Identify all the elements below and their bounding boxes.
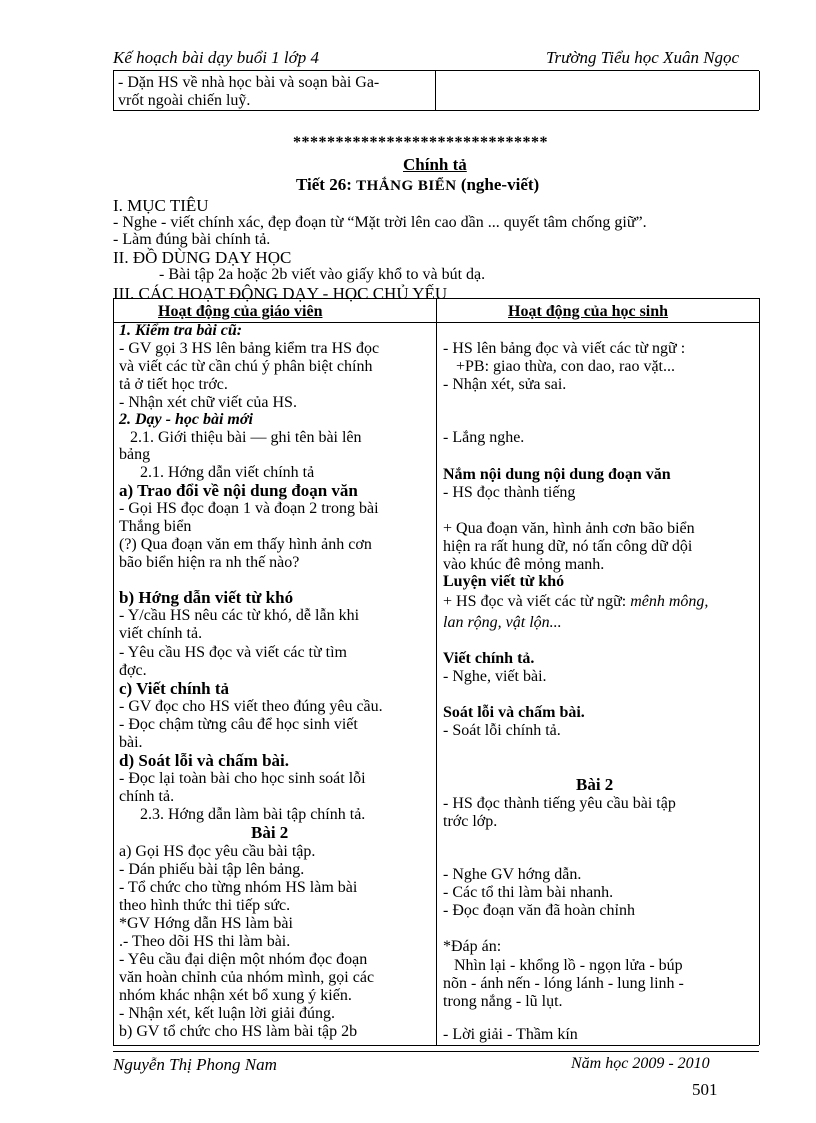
student-line: trớc lớp. <box>443 813 498 830</box>
student-line: hiện ra rất hung dữ, nó tấn công dữ dội <box>443 538 693 555</box>
objective-item: - Làm đúng bài chính tả. <box>113 231 271 248</box>
teacher-line: - Gọi HS đọc đoạn 1 và đoạn 2 trong bài <box>119 500 379 517</box>
student-line: - Nghe GV hớng dẫn. <box>443 866 582 883</box>
teacher-line: theo hình thức thi tiếp sức. <box>119 897 291 914</box>
top-table-right-border <box>759 71 760 110</box>
teacher-line: b) GV tổ chức cho HS làm bài tập 2b <box>119 1023 358 1040</box>
teacher-line: bão biển hiện ra nh thế nào? <box>119 554 300 571</box>
teacher-line: tả ở tiết học trớc. <box>119 376 228 393</box>
student-heading: Viết chính tả. <box>443 650 535 667</box>
student-heading: Bài 2 <box>576 775 614 794</box>
teacher-line: Thắng biển <box>119 518 192 535</box>
teacher-line: - Nhận xét, kết luận lời giải đúng. <box>119 1005 335 1022</box>
student-line: - Nghe, viết bài. <box>443 668 547 685</box>
student-line: - HS đọc thành tiếng <box>443 484 576 501</box>
student-line: - HS đọc thành tiếng yêu cầu bài tập <box>443 795 676 812</box>
student-line: +PB: giao thừa, con dao, rao vặt... <box>456 358 675 375</box>
student-line: - HS lên bảng đọc và viết các từ ngữ : <box>443 340 686 357</box>
student-line: *Đáp án: <box>443 938 502 955</box>
student-line: - Đọc đoạn văn đã hoàn chỉnh <box>443 902 635 919</box>
table-left-border <box>113 298 114 1045</box>
student-line: - Nhận xét, sửa sai. <box>443 376 567 393</box>
teacher-line: - Đọc lại toàn bài cho học sinh soát lỗi <box>119 770 366 787</box>
teacher-line: (?) Qua đoạn văn em thấy hình ảnh cơn <box>119 536 372 553</box>
teacher-line: bài. <box>119 734 143 751</box>
teacher-line: - Y/cầu HS nêu các từ khó, dễ lẫn khi <box>119 607 360 624</box>
student-line: - Lời giải - Thầm kín <box>443 1026 578 1043</box>
teacher-line: 2.1. Giới thiệu bài — ghi tên bài lên <box>130 429 362 446</box>
footer-author: Nguyễn Thị Phong Nam <box>113 1055 277 1074</box>
top-table-bottom-border <box>113 110 759 111</box>
teacher-line: chính tả. <box>119 788 175 805</box>
teacher-line: - Nhận xét chữ viết của HS. <box>119 394 297 411</box>
section-heading: I. MỤC TIÊU <box>113 196 209 215</box>
teacher-heading: 2. Dạy - học bài mới <box>119 411 253 428</box>
lesson-name: THẮNG BIỂN <box>356 178 457 194</box>
table-bottom-border <box>113 1045 759 1046</box>
teacher-heading: b) Hớng dẫn viết từ khó <box>119 588 294 607</box>
teacher-line: viết chính tả. <box>119 625 203 642</box>
teacher-line: - GV gọi 3 HS lên bảng kiểm tra HS đọc <box>119 340 380 357</box>
objective-item: - Nghe - viết chính xác, đẹp đoạn từ “Mặt trời lên cao dần ... quyết tâm chống giữ”. <box>113 214 647 231</box>
section-heading: III. CÁC HOẠT ĐỘNG DẠY - HỌC CHỦ YẾU <box>113 284 448 303</box>
column-header-teacher: Hoạt động của giáo viên <box>158 303 323 320</box>
teacher-line: và viết các từ cần chú ý phân biệt chính <box>119 358 373 375</box>
lesson-title <box>296 176 539 195</box>
top-table-line: vrốt ngoài chiến luỹ. <box>118 92 251 109</box>
student-heading: Soát lỗi và chấm bài. <box>443 704 585 721</box>
separator-stars: ****************************** <box>293 134 548 151</box>
student-line: + Qua đoạn văn, hình ảnh cơn bão biển <box>443 520 695 537</box>
teacher-line: *GV Hớng dẫn HS làm bài <box>119 915 293 932</box>
teacher-heading: 1. Kiểm tra bài cũ: <box>119 322 243 339</box>
top-table-divider <box>435 71 436 110</box>
materials-item: - Bài tập 2a hoặc 2b viết vào giấy khổ to và bút dạ. <box>159 266 486 283</box>
teacher-heading: a) Trao đổi về nội dung đoạn văn <box>119 481 358 500</box>
teacher-line: nhóm khác nhận xét bổ xung ý kiến. <box>119 987 352 1004</box>
teacher-line: 2.1. Hớng dẫn viết chính tả <box>140 464 315 481</box>
teacher-line: .- Theo dõi HS thi làm bài. <box>119 933 291 950</box>
student-heading: Nắm nội dung nội dung đoạn văn <box>443 466 671 483</box>
student-words: mênh mông, <box>630 593 709 610</box>
teacher-line: - Yêu cầu HS đọc và viết các từ tìm <box>119 644 347 661</box>
lesson-suffix: (nghe-viết) <box>456 175 540 194</box>
student-line: - Các tổ thi làm bài nhanh. <box>443 884 614 901</box>
subject-title: Chính tả <box>403 155 467 174</box>
teacher-line: 2.3. Hớng dẫn làm bài tập chính tả. <box>140 806 366 823</box>
header-rule <box>113 70 759 71</box>
student-line: Nhìn lại - khổng lồ - ngọn lửa - búp <box>454 957 683 974</box>
column-header-student: Hoạt động của học sinh <box>508 303 669 320</box>
teacher-line: a) Gọi HS đọc yêu cầu bài tập. <box>119 843 316 860</box>
page-number: 501 <box>692 1080 718 1099</box>
student-line: lan rộng, vật lộn... <box>443 614 562 631</box>
table-right-border <box>759 298 760 1045</box>
table-column-divider <box>436 298 437 1045</box>
footer-rule <box>113 1051 759 1052</box>
teacher-heading: d) Soát lỗi và chấm bài. <box>119 751 290 770</box>
header-right: Trường Tiểu học Xuân Ngọc <box>546 48 740 67</box>
teacher-line: - Yêu cầu đại diện một nhóm đọc đoạn <box>119 951 368 968</box>
student-words-intro: + HS đọc và viết các từ ngữ: <box>443 593 631 610</box>
teacher-line: bảng <box>119 446 151 463</box>
teacher-heading: Bài 2 <box>251 823 289 842</box>
teacher-line: - Dán phiếu bài tập lên bảng. <box>119 861 305 878</box>
lesson-prefix: Tiết 26: <box>296 175 357 194</box>
teacher-line: - GV đọc cho HS viết theo đúng yêu cầu. <box>119 698 383 715</box>
student-line: vào khúc đê mỏng manh. <box>443 556 605 573</box>
teacher-line: - Đọc chậm từng câu để học sinh viết <box>119 716 358 733</box>
teacher-heading: c) Viết chính tả <box>119 679 230 698</box>
teacher-line: - Tổ chức cho từng nhóm HS làm bài <box>119 879 358 896</box>
header-left: Kế hoạch bài dạy buổi 1 lớp 4 <box>113 48 319 67</box>
student-line: - Lắng nghe. <box>443 429 525 446</box>
student-heading: Luyện viết từ khó <box>443 573 565 590</box>
student-line <box>443 593 708 611</box>
student-line: nõn - ánh nến - lóng lánh - lung linh - <box>443 975 684 992</box>
footer-school-year: Năm học 2009 - 2010 <box>571 1055 710 1072</box>
teacher-line: đợc. <box>119 662 147 679</box>
top-table-left-border <box>113 71 114 110</box>
student-line: trong nắng - lũ lụt. <box>443 993 563 1010</box>
top-table-line: - Dặn HS về nhà học bài và soạn bài Ga- <box>118 74 380 91</box>
section-heading: II. ĐỒ DÙNG DẠY HỌC <box>113 248 292 267</box>
teacher-line: văn hoàn chỉnh của nhóm mình, gọi các <box>119 969 375 986</box>
student-line: - Soát lỗi chính tả. <box>443 722 561 739</box>
